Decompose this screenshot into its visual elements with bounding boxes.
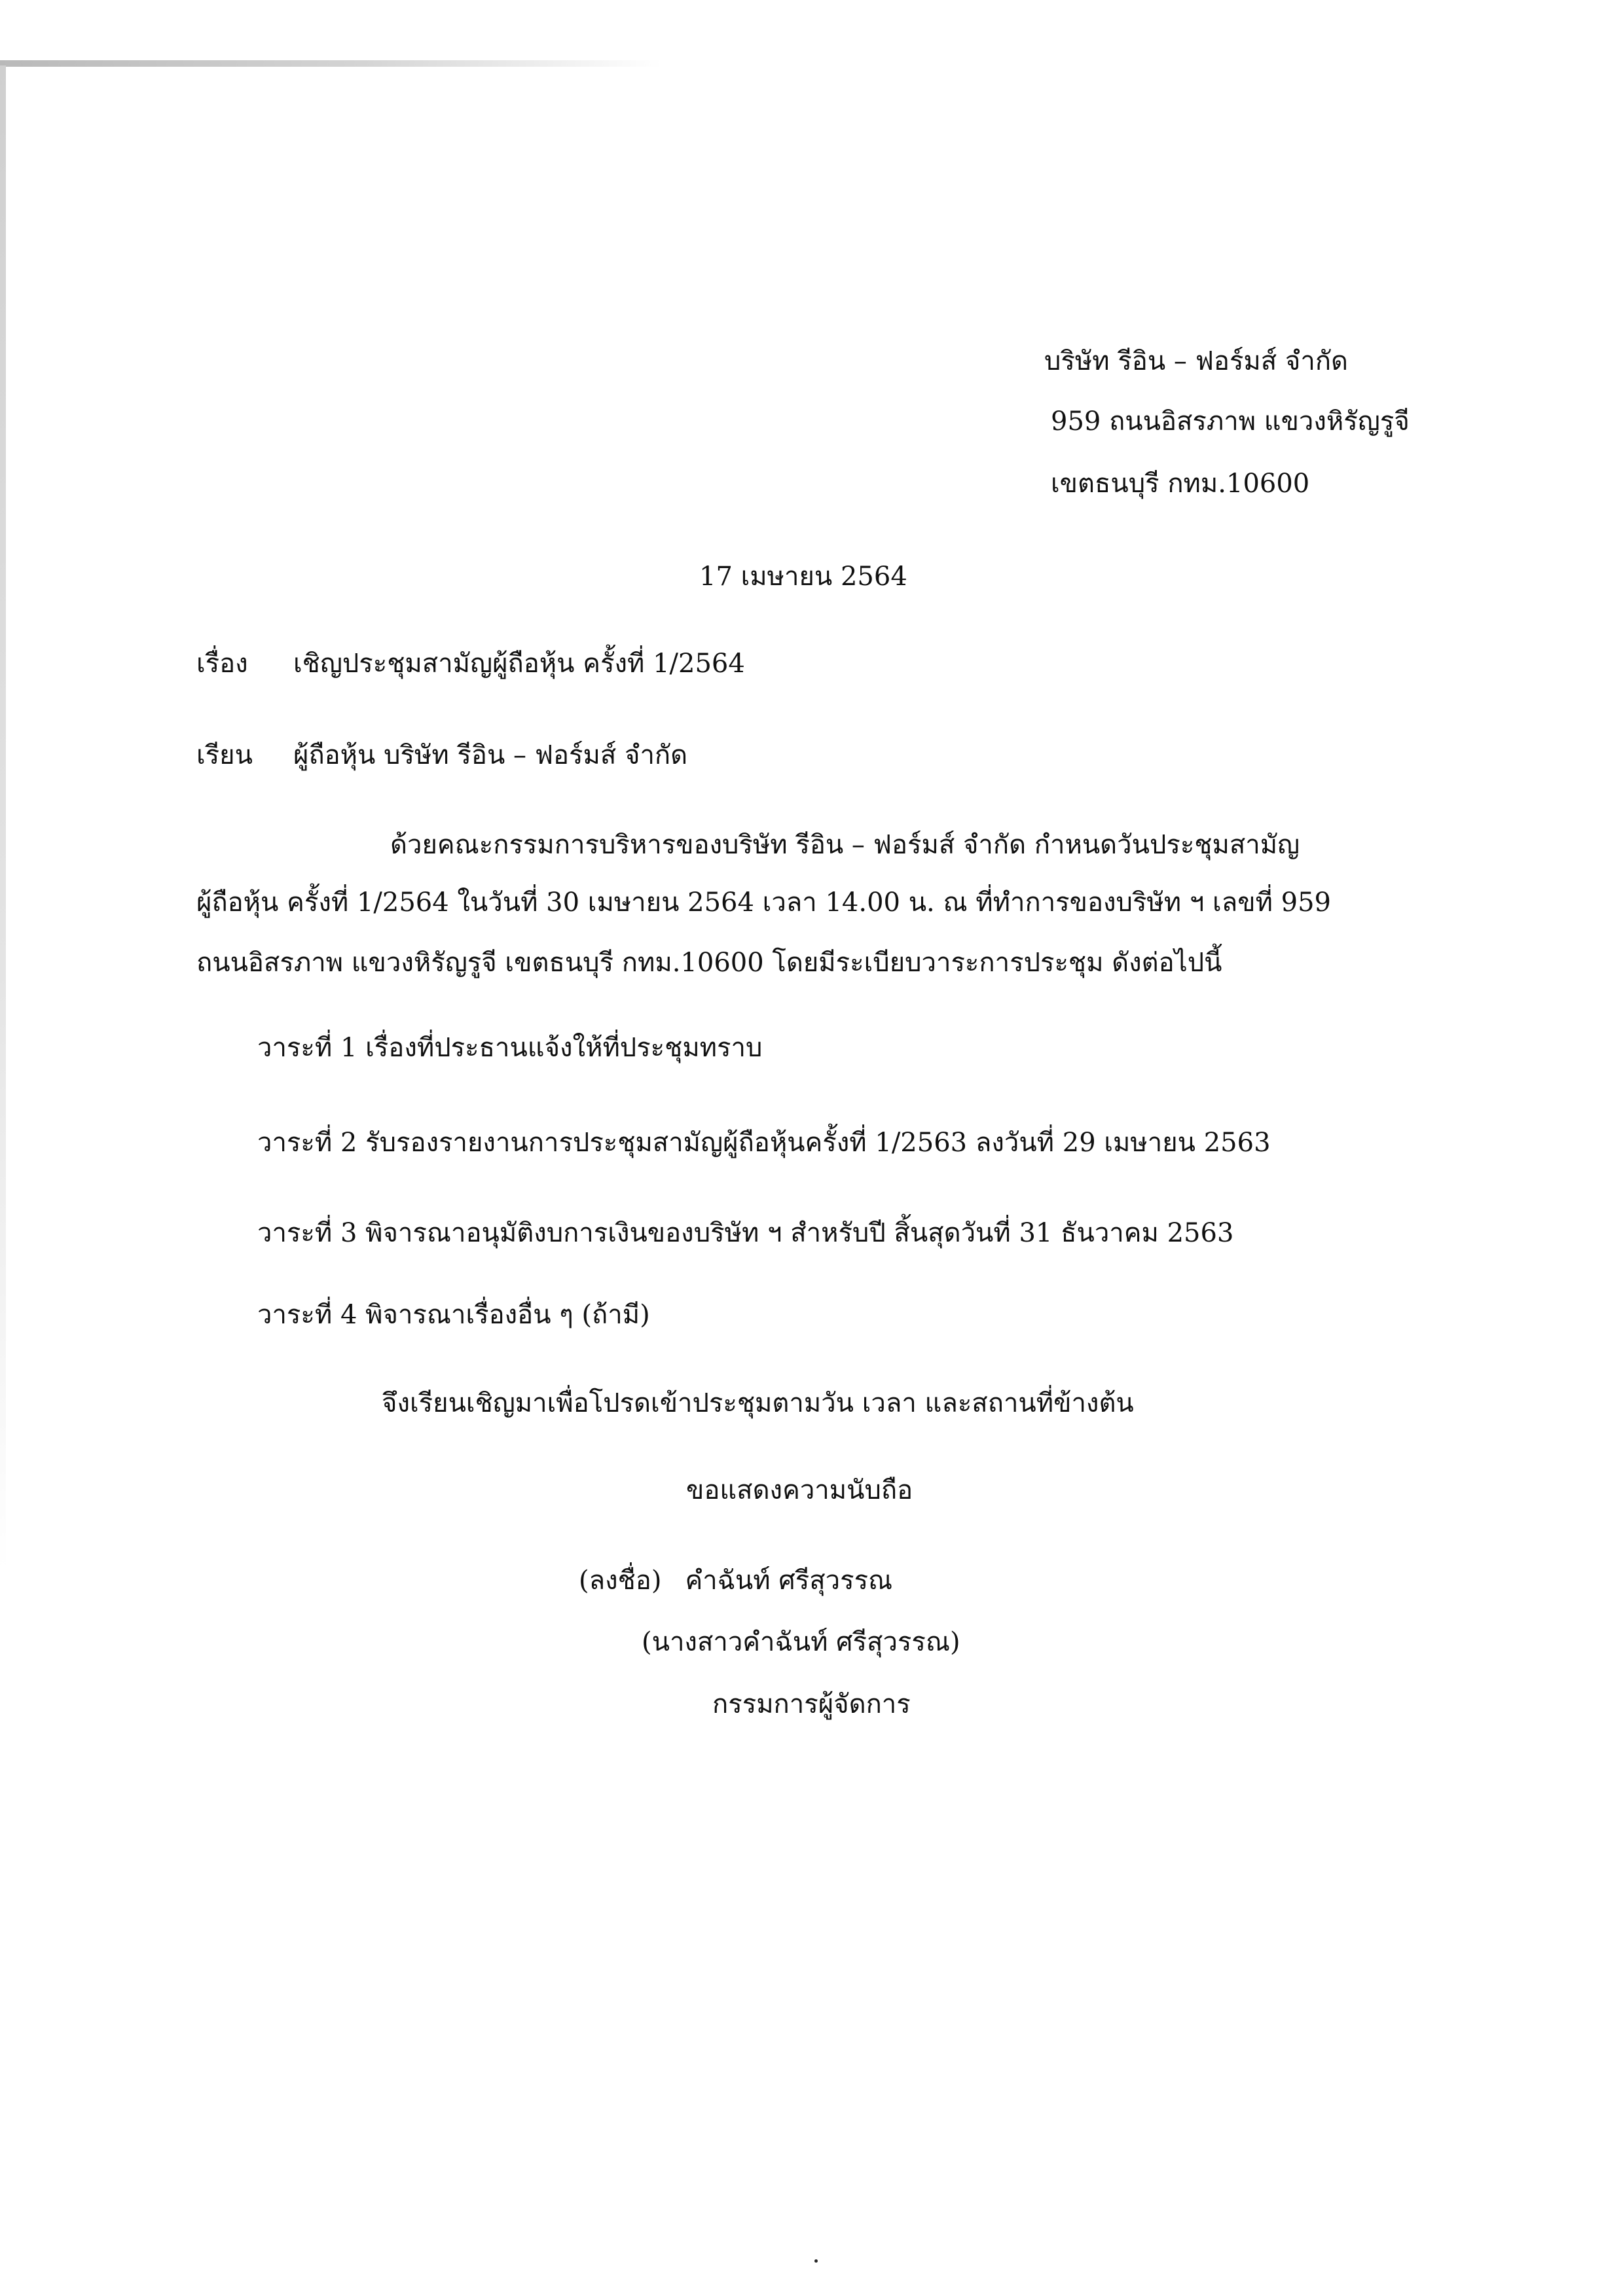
- letter-date: 17 เมษายน 2564: [699, 562, 907, 592]
- scan-edge-top: [0, 60, 661, 67]
- subject-text: เชิญประชุมสามัญผู้ถือหุ้น ครั้งที่ 1/2564: [293, 649, 745, 679]
- signature-position: กรรมการผู้จัดการ: [712, 1689, 911, 1719]
- agenda-item-4: วาระที่ 4 พิจารณาเรื่องอื่น ๆ (ถ้ามี): [257, 1300, 650, 1330]
- signature-label: (ลงชื่อ): [579, 1566, 662, 1596]
- regards: ขอแสดงความนับถือ: [686, 1475, 913, 1505]
- body-line-1: ด้วยคณะกรรมการบริหารของบริษัท รีอิน – ฟอร์มส์ จำกัด กำหนดวันประชุมสามัญ: [390, 830, 1300, 860]
- body-line-3: ถนนอิสรภาพ แขวงหิรัญรูจี เขตธนบุรี กทม.10600 โดยมีระเบียบวาระการประชุม ดังต่อไปนี้: [196, 948, 1222, 978]
- sender-address-line1: 959 ถนนอิสรภาพ แขวงหิรัญรูจี: [1051, 406, 1410, 437]
- signature-name: คำฉันท์ ศรีสุวรรณ: [685, 1566, 893, 1596]
- body-line-2: ผู้ถือหุ้น ครั้งที่ 1/2564 ในวันที่ 30 เมษายน 2564 เวลา 14.00 น. ณ ที่ทำการของบริษัท ฯ เลขที่ 959: [196, 888, 1332, 918]
- sender-company: บริษัท รีอิน – ฟอร์มส์ จำกัด: [1044, 346, 1349, 376]
- closing-sentence: จึงเรียนเชิญมาเพื่อโปรดเข้าประชุมตามวัน เวลา และสถานที่ข้างต้น: [382, 1388, 1134, 1418]
- sender-address-line2: เขตธนบุรี กทม.10600: [1051, 469, 1310, 499]
- subject-label: เรื่อง: [196, 649, 248, 679]
- recipient-label: เรียน: [196, 740, 253, 770]
- scan-edge-left: [0, 65, 6, 1571]
- agenda-item-2: วาระที่ 2 รับรองรายงานการประชุมสามัญผู้ถือหุ้นครั้งที่ 1/2563 ลงวันที่ 29 เมษายน 2563: [257, 1128, 1271, 1158]
- agenda-item-1: วาระที่ 1 เรื่องที่ประธานแจ้งให้ที่ประชุมทราบ: [257, 1033, 763, 1063]
- page-dot-mark: [814, 2259, 818, 2263]
- signature-full-name: (นางสาวคำฉันท์ ศรีสุวรรณ): [642, 1627, 960, 1657]
- signature-line: [579, 1565, 892, 1596]
- recipient-text: ผู้ถือหุ้น บริษัท รีอิน – ฟอร์มส์ จำกัด: [293, 740, 688, 770]
- agenda-item-3: วาระที่ 3 พิจารณาอนุมัติงบการเงินของบริษัท ฯ สำหรับปี สิ้นสุดวันที่ 31 ธันวาคม 2563: [257, 1218, 1234, 1248]
